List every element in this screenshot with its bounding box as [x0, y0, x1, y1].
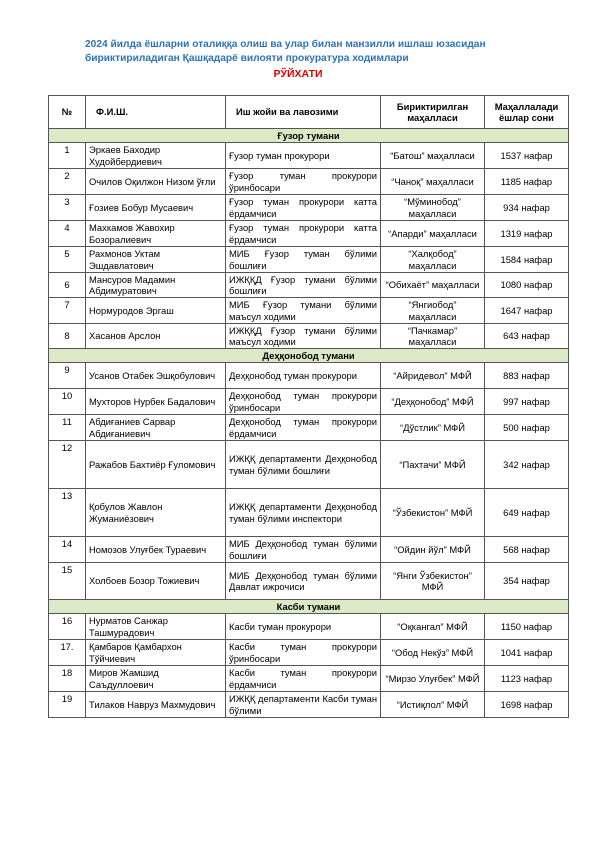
row-count: 1698 нафар	[485, 692, 569, 718]
row-name: Номозов Улуғбек Тураевич	[86, 537, 226, 563]
document-heading	[85, 38, 545, 66]
table-row	[49, 666, 569, 692]
row-job: ИЖҚҚ департаменти Деҳқонобод туман бўлими бошлиғи	[226, 441, 381, 489]
row-name: Хасанов Арслон	[86, 324, 226, 349]
row-job: Деҳқонобод туман прокурори	[226, 363, 381, 389]
heading-line-1: 2024 йилда ёшларни оталиққа олиш ва улар билан манзилли ишлаш юзасидан	[85, 39, 486, 50]
row-count: 1041 нафар	[485, 640, 569, 666]
table-row	[49, 389, 569, 415]
row-name: Тилаков Навруз Махмудович	[86, 692, 226, 718]
row-job: ИЖҚҚ департаменти Касби туман бўлими	[226, 692, 381, 718]
row-name: Абдиғаниев Сарвар Абдиғаниевич	[86, 415, 226, 441]
table-row	[49, 298, 569, 324]
table-body	[49, 129, 569, 718]
row-job: Ғузор туман прокурори катта ёрдамчиси	[226, 195, 381, 221]
row-name: Мухторов Нурбек Бадалович	[86, 389, 226, 415]
row-job: Касби туман прокурори ёрдамчиси	[226, 666, 381, 692]
row-number: 1	[49, 143, 86, 169]
header-mahalla: Бириктирилган маҳалласи	[381, 96, 485, 129]
row-name: Қамбаров Қамбархон Тўйчиевич	[86, 640, 226, 666]
row-mahalla: “Мирзо Улуғбек” МФЙ	[381, 666, 485, 692]
row-name: Ғозиев Бобур Мусаевич	[86, 195, 226, 221]
header-name: Ф.И.Ш.	[86, 96, 226, 129]
row-job: Касби туман прокурори	[226, 614, 381, 640]
row-mahalla: “Ўзбекистон” МФЙ	[381, 489, 485, 537]
row-name: Нормуродов Эргаш	[86, 298, 226, 324]
table-row	[49, 537, 569, 563]
header-job: Иш жойи ва лавозими	[226, 96, 381, 129]
row-count: 1150 нафар	[485, 614, 569, 640]
row-mahalla: “Мўминобод” маҳалласи	[381, 195, 485, 221]
section-row	[49, 129, 569, 143]
row-count: 354 нафар	[485, 563, 569, 600]
table-header-row	[49, 96, 569, 129]
row-mahalla: “Янги Ўзбекистон” МФЙ	[381, 563, 485, 600]
row-count: 1537 нафар	[485, 143, 569, 169]
row-number: 8	[49, 324, 86, 349]
row-count: 997 нафар	[485, 389, 569, 415]
table-row	[49, 415, 569, 441]
table-row	[49, 247, 569, 273]
table-row	[49, 640, 569, 666]
table-row	[49, 489, 569, 537]
row-name: Холбоев Бозор Тожиевич	[86, 563, 226, 600]
staff-table	[48, 95, 569, 718]
row-number: 7	[49, 298, 86, 324]
row-count: 934 нафар	[485, 195, 569, 221]
row-job: ИЖҚҚД Ғузор тумани бўлими маъсул ходими	[226, 324, 381, 349]
table-row	[49, 221, 569, 247]
row-count: 1185 нафар	[485, 169, 569, 195]
table-row	[49, 143, 569, 169]
heading-line-2: бириктириладиган Қашқадарё вилояти прокуратура ходимлари	[85, 53, 409, 64]
row-mahalla: “Обихаёт” маҳалласи	[381, 273, 485, 298]
row-name: Рахмонов Уктам Эшдавлатович	[86, 247, 226, 273]
table-row	[49, 195, 569, 221]
row-number: 16	[49, 614, 86, 640]
row-count: 1584 нафар	[485, 247, 569, 273]
row-job: Деҳқонобод туман прокурори ўринбосари	[226, 389, 381, 415]
row-mahalla: “Пахтачи” МФЙ	[381, 441, 485, 489]
row-number: 4	[49, 221, 86, 247]
table-row	[49, 563, 569, 600]
row-count: 500 нафар	[485, 415, 569, 441]
row-number: 2	[49, 169, 86, 195]
section-title: Касби тумани	[49, 600, 569, 614]
table-row	[49, 614, 569, 640]
row-number: 3	[49, 195, 86, 221]
row-number: 9	[49, 363, 86, 389]
row-number: 11	[49, 415, 86, 441]
row-name: Мансуров Мадамин Абдимуратович	[86, 273, 226, 298]
row-mahalla: “Деҳқонобод” МФЙ	[381, 389, 485, 415]
row-count: 649 нафар	[485, 489, 569, 537]
row-count: 568 нафар	[485, 537, 569, 563]
header-count: Маҳаллалади ёшлар сони	[485, 96, 569, 129]
row-mahalla: “Дўстлик” МФЙ	[381, 415, 485, 441]
row-mahalla: “Батош” маҳалласи	[381, 143, 485, 169]
row-name: Қобулов Жавлон Жуманиёзович	[86, 489, 226, 537]
row-job: МИБ Деҳқонобод туман бўлими Давлат ижрочиси	[226, 563, 381, 600]
section-title: Деҳқонобод тумани	[49, 349, 569, 363]
row-number: 18	[49, 666, 86, 692]
section-row	[49, 349, 569, 363]
table-row	[49, 169, 569, 195]
row-mahalla: “Апарди” маҳалласи	[381, 221, 485, 247]
section-row	[49, 600, 569, 614]
row-count: 643 нафар	[485, 324, 569, 349]
row-number: 14	[49, 537, 86, 563]
row-count: 342 нафар	[485, 441, 569, 489]
row-number: 10	[49, 389, 86, 415]
row-job: Ғузор туман прокурори катта ёрдамчиси	[226, 221, 381, 247]
row-name: Махкамов Жавохир Бозоралиевич	[86, 221, 226, 247]
row-job: Касби туман прокурори ўринбосари	[226, 640, 381, 666]
row-name: Эркаев Баходир Худойбердиевич	[86, 143, 226, 169]
table-row	[49, 363, 569, 389]
row-mahalla: “Оқкангал” МФЙ	[381, 614, 485, 640]
row-count: 883 нафар	[485, 363, 569, 389]
row-count: 1080 нафар	[485, 273, 569, 298]
row-job: Ғузор туман прокурори ўринбосари	[226, 169, 381, 195]
row-job: ИЖҚҚД Ғузор тумани бўлими бошлиғи	[226, 273, 381, 298]
section-title: Ғузор тумани	[49, 129, 569, 143]
row-mahalla: “Чаноқ” маҳалласи	[381, 169, 485, 195]
row-number: 12	[49, 441, 86, 489]
table-row	[49, 324, 569, 349]
row-number: 5	[49, 247, 86, 273]
row-number: 17.	[49, 640, 86, 666]
row-count: 1647 нафар	[485, 298, 569, 324]
row-name: Очилов Оқилжон Низом ўғли	[86, 169, 226, 195]
document-subtitle: РЎЙХАТИ	[273, 68, 323, 80]
row-mahalla: “Пачкамар” маҳалласи	[381, 324, 485, 349]
row-job: МИБ Ғузор туман бўлими бошлиғи	[226, 247, 381, 273]
row-mahalla: “Халқобод” маҳалласи	[381, 247, 485, 273]
row-name: Миров Жамшид Саъдуллоевич	[86, 666, 226, 692]
row-mahalla: “Истиқлол” МФЙ	[381, 692, 485, 718]
row-name: Усанов Отабек Эшқобулович	[86, 363, 226, 389]
row-mahalla: “Обод Некўз” МФЙ	[381, 640, 485, 666]
row-job: МИБ Деҳқонобод туман бўлими бошлиғи	[226, 537, 381, 563]
row-count: 1123 нафар	[485, 666, 569, 692]
row-name: Ражабов Бахтиёр Ғуломович	[86, 441, 226, 489]
table-row	[49, 441, 569, 489]
table-row	[49, 273, 569, 298]
row-number: 19	[49, 692, 86, 718]
row-job: Деҳқонобод туман прокурори ёрдамчиси	[226, 415, 381, 441]
table-row	[49, 692, 569, 718]
row-number: 15	[49, 563, 86, 600]
row-job: Ғузор туман прокурори	[226, 143, 381, 169]
row-job: МИБ Ғузор тумани бўлими маъсул ходими	[226, 298, 381, 324]
row-mahalla: “Янгиобод” маҳалласи	[381, 298, 485, 324]
row-job: ИЖҚҚ департаменти Деҳқонобод туман бўлими инспектори	[226, 489, 381, 537]
row-mahalla: “Ойдин йўл” МФЙ	[381, 537, 485, 563]
row-number: 13	[49, 489, 86, 537]
header-num: №	[49, 96, 86, 129]
row-number: 6	[49, 273, 86, 298]
row-name: Нурматов Санжар Ташмурадович	[86, 614, 226, 640]
row-count: 1319 нафар	[485, 221, 569, 247]
row-mahalla: “Айридевол” МФЙ	[381, 363, 485, 389]
